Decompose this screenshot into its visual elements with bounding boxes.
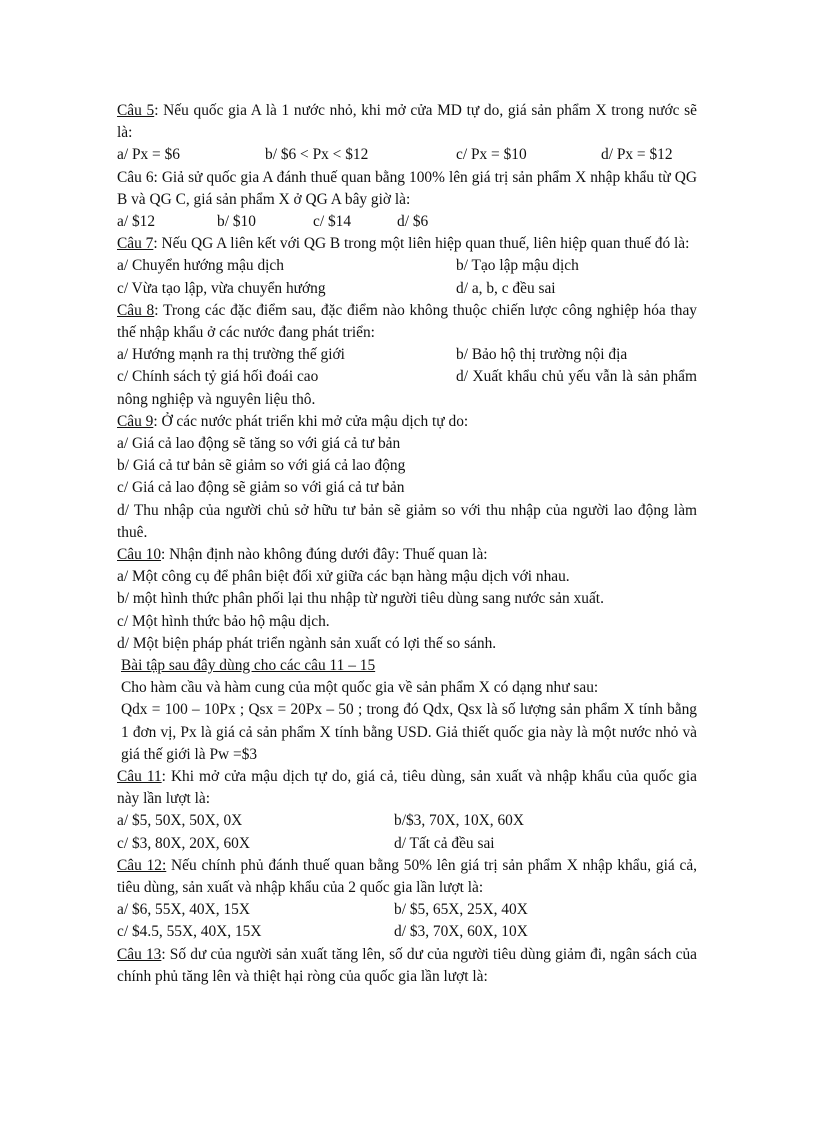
option-b: b/$3, 70X, 10X, 60X [394,812,524,830]
exercise-detail: Qdx = 100 – 10Px ; Qsx = 20Px – 50 ; trong đó Qdx, Qsx là số lượng sản phẩm X tính bằng 1 đơn vị, Px là giá cả sản phẩm X tính bằng USD. Giả thiết quốc gia này là một nước nhỏ và giá thế giới là Pw =$3 [121,701,697,763]
option-a: a/ Giá cả lao động sẽ tăng so với giá cả tư bản [117,434,401,452]
question-13-text: : Số dư của người sản xuất tăng lên, số dư của người tiêu dùng giảm đi, ngân sách của chính phủ tăng lên và thiệt hại ròng của quốc gia lần lượt là: [117,945,698,985]
exercise-intro: Cho hàm cầu và hàm cung của một quốc gia về sản phẩm X có dạng như sau: [121,679,599,697]
option-a: a/ Một công cụ để phân biệt đối xử giữa các bạn hàng mậu dịch với nhau. [117,568,570,586]
question-12 [117,855,697,899]
option-c: c/ Chính sách tỷ giá hối đoái cao [117,368,319,386]
question-6-options [117,211,697,233]
question-10-label: Câu 10 [117,545,162,563]
question-11-text: : Khi mở cửa mậu dịch tự do, giá cả, tiêu dùng, sản xuất và nhập khẩu của quốc gia này lần lượt là: [117,768,697,808]
question-11-options-row-1 [117,810,697,832]
question-8-text: : Trong các đặc điểm sau, đặc điểm nào không thuộc chiến lược công nghiệp hóa thay thế nhập khẩu ở các nước đang phát triển: [117,301,697,341]
question-5-text: : Nếu quốc gia A là 1 nước nhỏ, khi mở cửa MD tự do, giá sản phẩm X trong nước sẽ là: [117,102,697,142]
option-c: c/ Vừa tạo lập, vừa chuyển hướng [117,279,326,297]
question-7 [117,233,697,255]
question-12-options-row-1 [117,899,697,921]
question-7-text: : Nếu QG A liên kết với QG B trong một liên hiệp quan thuế, liên hiệp quan thuế đó là: [153,235,690,253]
option-d: d/ Tất cả đều sai [394,834,495,852]
option-d: d/ a, b, c đều sai [456,279,556,297]
option-b: b/ một hình thức phân phối lại thu nhập từ người tiêu dùng sang nước sản xuất. [117,590,604,608]
question-5-options [117,144,697,166]
option-a: a/ $12 [117,213,156,230]
question-13 [117,944,697,988]
option-a: a/ $5, 50X, 50X, 0X [117,812,243,830]
option-c: c/ Một hình thức bảo hộ mậu dịch. [117,612,330,630]
option-b: b/ $6 < Px < $12 [265,146,369,164]
option-a: a/ $6, 55X, 40X, 15X [117,901,250,919]
question-11-label: Câu 11 [117,768,162,786]
option-c: c/ Giá cả lao động sẽ giảm so với giá cả tư bản [117,479,405,497]
option-b: b/ Giá cả tư bản sẽ giảm so với giá cả lao động [117,457,406,475]
question-7-label: Câu 7 [117,235,154,253]
question-10-text: : Nhận định nào không đúng dưới đây: Thuế quan là: [161,545,488,563]
option-a: a/ Chuyển hướng mậu dịch [117,257,284,275]
question-8 [117,300,697,344]
document-page [117,100,697,988]
option-c: c/ $14 [313,213,352,230]
option-d: d/ Một biện pháp phát triển ngành sản xuất có lợi thế so sánh. [117,634,497,652]
option-c: c/ $4.5, 55X, 40X, 15X [117,923,262,941]
option-d: d/ Xuất khẩu chủ yếu vẫn là sản phẩm nông nghiệp và nguyên liệu thô. [117,368,697,408]
question-8-options-row-1 [117,344,697,366]
question-10 [117,544,697,566]
option-a: a/ Px = $6 [117,146,180,164]
question-9 [117,411,697,433]
question-13-label: Câu 13 [117,945,162,963]
option-c: c/ $3, 80X, 20X, 60X [117,834,250,852]
question-12-options-row-2 [117,921,697,943]
question-6 [117,167,697,211]
question-5 [117,100,697,144]
question-11 [117,766,697,810]
option-d: d/ $3, 70X, 60X, 10X [394,923,528,941]
question-9-label: Câu 9 [117,412,154,430]
option-b: b/ $5, 65X, 25X, 40X [394,901,528,919]
question-11-options-row-2 [117,833,697,855]
exercise-heading: Bài tập sau đây dùng cho các câu 11 – 15 [121,657,376,674]
question-5-label: Câu 5 [117,102,155,119]
option-d: d/ Thu nhập của người chủ sở hữu tư bản sẽ giảm so với thu nhập của người lao động làm thuê. [117,501,697,541]
question-12-label: Câu 12: [117,856,167,874]
question-7-options-row-1 [117,255,697,277]
question-8-label: Câu 8 [117,301,155,319]
option-b: b/ Bảo hộ thị trường nội địa [456,346,628,364]
question-6-text: Câu 6: Giả sử quốc gia A đánh thuế quan bằng 100% lên giá trị sản phẩm X nhập khẩu từ QG B và QG C, giá sản phẩm X ở QG A bây giờ là: [117,168,697,208]
question-12-text: Nếu chính phủ đánh thuế quan bằng 50% lên giá trị sản phẩm X nhập khẩu, giá cả, tiêu dùng, sản xuất và nhập khẩu của 2 quốc gia lần lượt là: [117,856,697,896]
option-d: d/ $6 [397,213,429,230]
option-d: d/ Px = $12 [601,146,673,164]
option-a: a/ Hướng mạnh ra thị trường thế giới [117,346,345,364]
option-b: b/ $10 [217,213,256,230]
option-b: b/ Tạo lập mậu dịch [456,257,579,275]
question-9-text: : Ở các nước phát triển khi mở cửa mậu dịch tự do: [153,412,469,430]
option-c: c/ Px = $10 [456,146,527,164]
question-7-options-row-2 [117,278,697,300]
question-8-options-row-2 [117,366,697,410]
